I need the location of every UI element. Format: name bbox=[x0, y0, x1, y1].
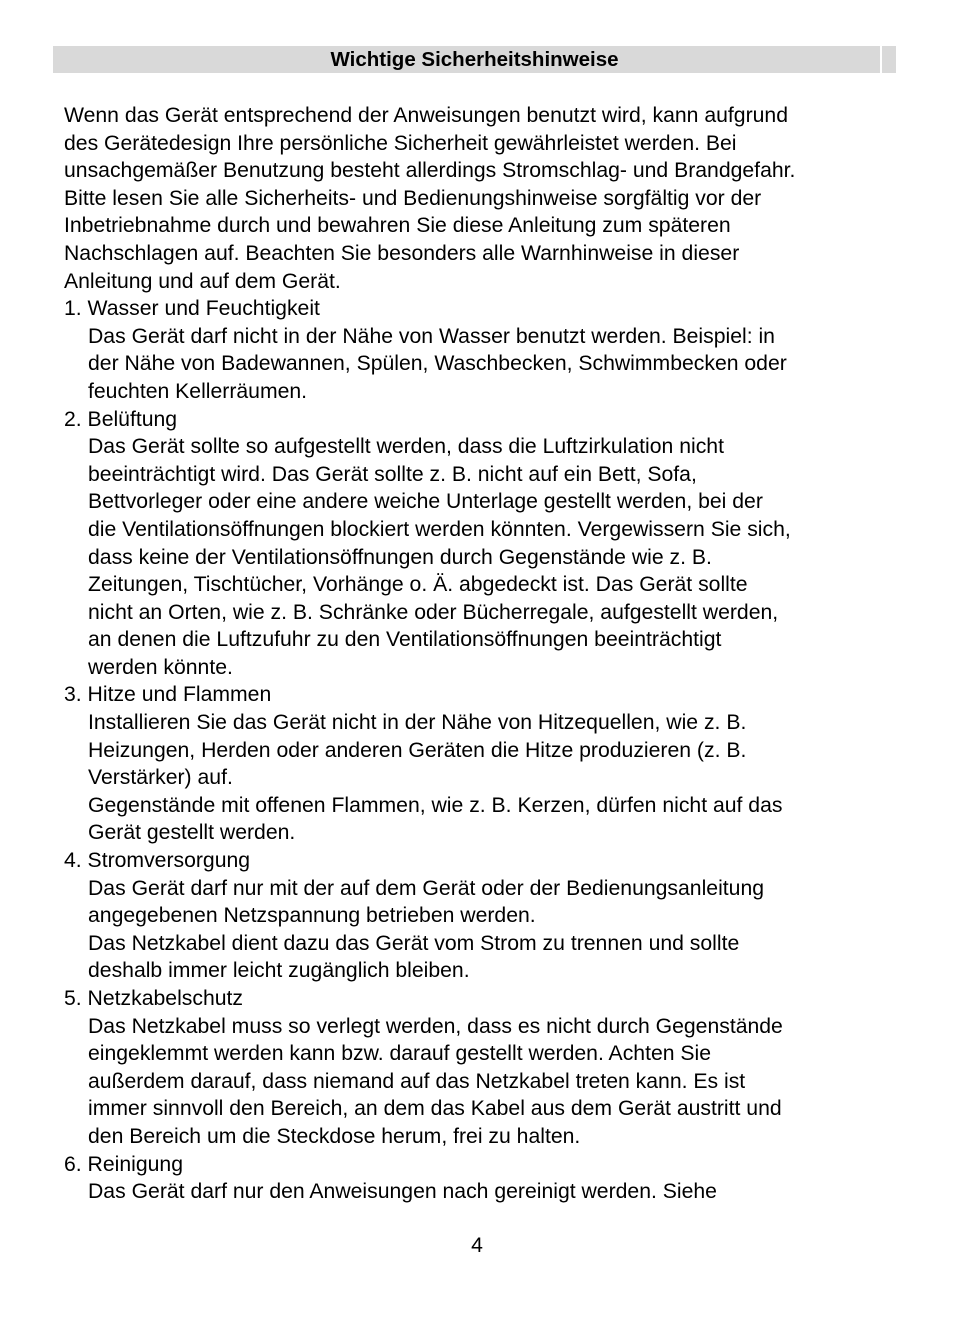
section-ventilation bbox=[64, 406, 904, 682]
intro-paragraph bbox=[64, 102, 904, 295]
section-heading: 2. Belüftung bbox=[64, 407, 178, 431]
section-line: an denen die Luftzufuhr zu den Ventilationsöffnungen beeinträchtigt bbox=[88, 628, 722, 652]
section-line: beeinträchtigt wird. Das Gerät sollte z. B. nicht auf ein Bett, Sofa, bbox=[88, 462, 697, 486]
section-header-bar bbox=[53, 46, 896, 73]
section-line: die Ventilationsöffnungen blockiert werden könnten. Vergewissern Sie sich, bbox=[88, 517, 791, 541]
section-line: Gegenstände mit offenen Flammen, wie z. B. Kerzen, dürfen nicht auf das bbox=[88, 793, 783, 817]
section-line: deshalb immer leicht zugänglich bleiben. bbox=[88, 959, 470, 983]
page-title: Wichtige Sicherheitshinweise bbox=[330, 48, 619, 71]
section-heading: 4. Stromversorgung bbox=[64, 849, 251, 873]
section-line: Heizungen, Herden oder anderen Geräten die Hitze produzieren (z. B. bbox=[88, 738, 747, 762]
section-line: Verstärker) auf. bbox=[88, 766, 233, 790]
document-body bbox=[64, 102, 904, 1206]
section-heading: 6. Reinigung bbox=[64, 1152, 183, 1176]
intro-line: unsachgemäßer Benutzung besteht allerdings Stromschlag- und Brandgefahr. bbox=[64, 159, 796, 183]
section-line: Installieren Sie das Gerät nicht in der Nähe von Hitzequellen, wie z. B. bbox=[88, 711, 747, 735]
section-line: Das Netzkabel dient dazu das Gerät vom Strom zu trennen und sollte bbox=[88, 931, 740, 955]
section-heat-flames bbox=[64, 681, 904, 847]
section-cleaning bbox=[64, 1151, 904, 1206]
section-line: Das Gerät darf nicht in der Nähe von Wasser benutzt werden. Beispiel: in bbox=[88, 324, 775, 348]
section-line: feuchten Kellerräumen. bbox=[88, 379, 308, 403]
intro-line: Wenn das Gerät entsprechend der Anweisungen benutzt wird, kann aufgrund bbox=[64, 104, 788, 127]
section-line: angegebenen Netzspannung betrieben werden. bbox=[88, 904, 536, 928]
intro-line: Inbetriebnahme durch und bewahren Sie diese Anleitung zum späteren bbox=[64, 214, 731, 238]
section-line: eingeklemmt werden kann bzw. darauf gestellt werden. Achten Sie bbox=[88, 1042, 712, 1066]
section-water bbox=[64, 295, 904, 405]
section-line: werden könnte. bbox=[88, 655, 233, 679]
section-power-supply bbox=[64, 847, 904, 985]
section-line: Das Gerät darf nur den Anweisungen nach gereinigt werden. Siehe bbox=[88, 1180, 717, 1204]
section-heading: 3. Hitze und Flammen bbox=[64, 683, 272, 707]
section-line: Das Gerät sollte so aufgestellt werden, dass die Luftzirkulation nicht bbox=[88, 435, 724, 459]
intro-line: des Gerätedesign Ihre persönliche Sicherheit gewährleistet werden. Bei bbox=[64, 131, 737, 155]
section-line: außerdem darauf, dass niemand auf das Netzkabel treten kann. Es ist bbox=[88, 1069, 746, 1093]
section-line: Zeitungen, Tischtücher, Vorhänge o. Ä. abgedeckt ist. Das Gerät sollte bbox=[88, 573, 748, 597]
section-heading: 1. Wasser und Feuchtigkeit bbox=[64, 297, 320, 321]
section-line: den Bereich um die Steckdose herum, frei zu halten. bbox=[88, 1124, 581, 1148]
section-line: Das Gerät darf nur mit der auf dem Gerät oder der Bedienungsanleitung bbox=[88, 876, 765, 900]
section-line: Bettvorleger oder eine andere weiche Unterlage gestellt werden, bei der bbox=[88, 490, 763, 514]
intro-line: Nachschlagen auf. Beachten Sie besonders alle Warnhinweise in dieser bbox=[64, 241, 740, 265]
intro-line: Bitte lesen Sie alle Sicherheits- und Bedienungshinweise sorgfältig vor der bbox=[64, 186, 762, 210]
section-line: der Nähe von Badewannen, Spülen, Waschbecken, Schwimmbecken oder bbox=[88, 352, 787, 376]
section-line: immer sinnvoll den Bereich, an dem das Kabel aus dem Gerät austritt und bbox=[88, 1097, 782, 1121]
section-line: Das Netzkabel muss so verlegt werden, dass es nicht durch Gegenstände bbox=[88, 1014, 783, 1038]
intro-line: Anleitung und auf dem Gerät. bbox=[64, 269, 341, 293]
section-power-cable-protection bbox=[64, 985, 904, 1151]
section-line: dass keine der Ventilationsöffnungen durch Gegenstände wie z. B. bbox=[88, 545, 712, 569]
section-line: nicht an Orten, wie z. B. Schränke oder Bücherregale, aufgestellt werden, bbox=[88, 600, 779, 624]
page-number: 4 bbox=[471, 1234, 483, 1257]
section-heading: 5. Netzkabelschutz bbox=[64, 987, 244, 1010]
section-line: Gerät gestellt werden. bbox=[88, 821, 296, 845]
